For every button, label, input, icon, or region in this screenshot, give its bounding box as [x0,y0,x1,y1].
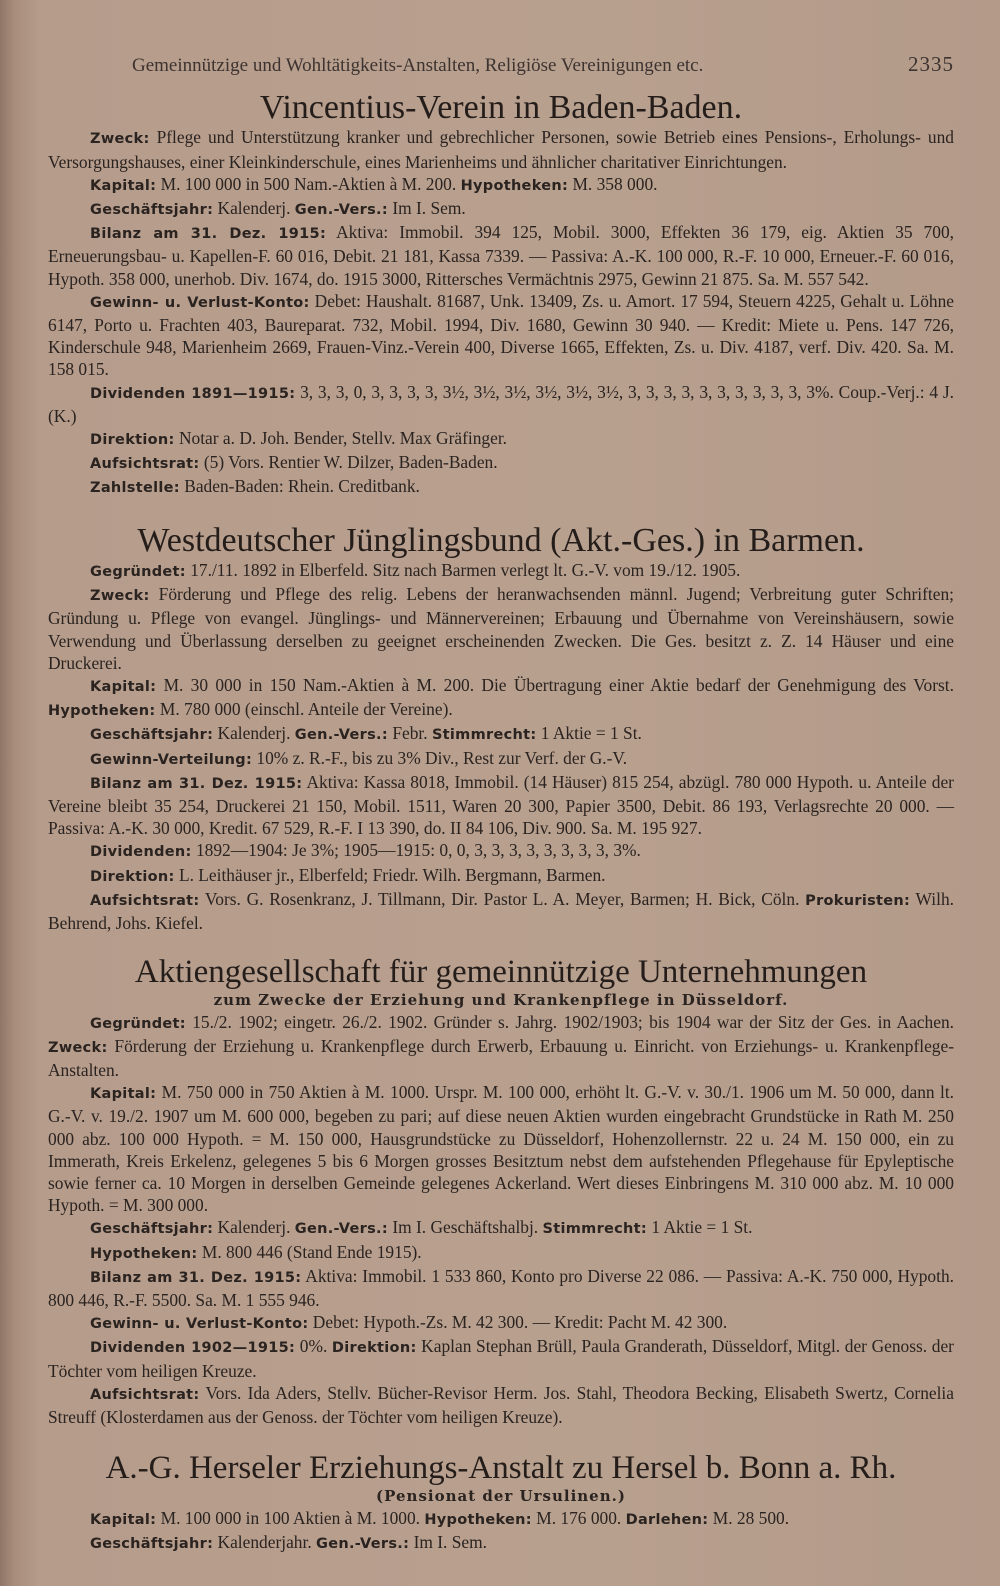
field-text: Debet: Hypoth.-Zs. M. 42 300. — Kredit: Pacht M. 42 300. [308,1312,728,1333]
field-text: M. 28 500. [708,1507,790,1528]
page-number: 2335 [908,52,954,76]
entry-paragraph [48,221,954,290]
entry-paragraph [48,1011,954,1082]
entry-paragraph [48,126,954,172]
field-label: Gegründet: [90,1015,186,1032]
entry-paragraph [48,674,954,722]
field-label: Kapital: [90,177,157,194]
entry-paragraph [48,1507,954,1531]
field-text: Vors. Ida Aders, Stellv. Bücher-Revisor Herm. Jos. Stahl, Theodora Becking, Elisabeth Swertz, Cornelia Streuff (Klosterdamen aus der Genoss. der Töchter vom heiligen Kreuze). [48,1382,954,1428]
field-label: Gen.-Vers.: [294,1221,388,1238]
field-label: Gewinn- u. Verlust-Konto: [90,294,310,311]
field-label: Zahlstelle: [90,480,180,497]
entry-ag-gemeinnuetzige-unternehmungen [48,954,954,1428]
entry-paragraph [48,290,954,381]
entry-paragraph [48,1335,954,1381]
field-text: Im I. Sem. [387,198,466,218]
field-text: M. 780 000 (einschl. Anteile der Vereine). [155,699,453,720]
field-text: Kalenderjahr. [213,1531,317,1552]
entry-title: Vincentius-Verein in Baden-Baden. [259,89,743,126]
entry-paragraph [48,1216,954,1240]
entry-body [48,1011,954,1429]
field-text: 10% z. R.-F., bis zu 3% Div., Rest zur Verf. der G.-V. [252,747,628,768]
field-text: 15./2. 1902; eingetr. 26./2. 1902. Gründer s. Jahrg. 1902/1903; bis 1904 war der Sitz der Ges. in Aachen. [185,1011,954,1032]
field-text: M. 750 000 in 750 Aktien à M. 1000. Urspr. M. 100 000, erhöht lt. G.-V. v. 30./1. 1906 um M. 50 000, dann lt. G.-V. v. 19./2. 1907 um M. 600 000, begeben zu pari; auf diese neuen Aktien wurden eingebracht Grundstücke in Rath M. 250 000 abz. 100 000 Hypoth. = M. 150 000, Hausgrundstücke zu Düsseldorf, Hohenzollernstr. 22 u. 24 M. 150 000, ein zu Immerath, Kreis Erkelenz, gelegenes 5 bis 6 Morgen grosses Besitztum nebst dem aufstehenden Pflegehause für Epyleptische sowie ferner ca. 10 Morgen in derselben Gemeinde gelegenes Ackerland. Wert dieses Einbringens M. 310 000 abz. M. 10 000 Hypoth. = M. 300 000. [48,1082,954,1216]
field-text: (5) Vors. Rentier W. Dilzer, Baden-Baden. [199,452,498,473]
field-label: Direktion: [90,868,175,885]
field-label: Stimmrecht: [431,727,537,744]
field-text: Aktiva: Immobil. 394 125, Mobil. 3000, Effekten 36 179, eig. Aktien 35 700, Erneuerungsbau- u. Kapellen-F. 60 016, Debit. 21 181, Kassa 7339. — Passiva: A.-K. 100 000, R.-F. 10 000, Erneuer.-F. 60 016, Hypoth. 358 000, unerhob. Div. 1674, do. 1915 3000, Rittersches Vermächtnis 2975, Gewinn 21 875. Sa. M. 557 542. [48,222,954,289]
field-label: Gegründet: [90,564,186,581]
field-label: Gewinn-Verteilung: [90,751,253,768]
entry-title: A.-G. Herseler Erziehungs-Anstalt zu Hersel b. Bonn a. Rh. [105,1450,897,1487]
entry-paragraph [48,1265,954,1311]
field-label: Zweck: [48,1039,108,1056]
field-label: Zweck: [90,131,150,148]
field-text: 1 Aktie = 1 St. [647,1217,753,1238]
field-text: M. 358 000. [568,173,658,194]
field-text: 0%. [295,1336,332,1357]
field-label: Hypotheken: [460,177,569,194]
field-label: Prokuristen: [805,892,911,909]
entry-paragraph [48,1382,954,1428]
field-text: 1892—1904: Je 3%; 1905—1915: 0, 0, 3, 3, 3, 3, 3, 3, 3, 3, 3%. [191,840,641,861]
field-label: Gen.-Vers.: [294,727,388,744]
field-text: Förderung und Pflege des relig. Lebens der heranwachsenden männl. Jugend; Verbreitung guter Schriften; Gründung u. Pflege von evangel. Jünglings- und Männervereinen; Erbauung und Übernahme von Vereinshäusern, sowie Verwendung und Überlassung derselben zu geeignet erscheinenden Zwecken. Die Ges. besitzt z. Z. 14 Häuser und eine Druckerei. [48,584,954,673]
field-text: Aktiva: Kassa 8018, Immobil. (14 Häuser) 815 254, abzügl. 780 000 Hypoth. u. Anteile der Vereine bleibt 35 254, Druckerei 21 150, Mobil. 1511, Waren 20 300, Papier 3500, Debit. 86 193, Verlagsrechte 20 000. — Passiva: A.-K. 30 000, Kredit. 67 529, R.-F. I 13 390, do. II 84 106, Div. 900. Sa. M. 195 927. [48,771,954,839]
entry-paragraph [48,583,954,674]
field-label: Gewinn- u. Verlust-Konto: [90,1316,309,1333]
field-text: Kalenderj. [213,198,295,218]
entry-paragraph [48,197,954,221]
field-label: Dividenden 1902—1915: [90,1340,296,1357]
field-label: Bilanz am 31. Dez. 1915: [90,226,327,243]
field-label: Aufsichtsrat: [90,892,200,909]
field-label: Stimmrecht: [542,1221,648,1238]
running-title: Gemeinnützige und Wohltätigkeits-Anstalten, Religiöse Vereinigungen etc. [132,55,704,76]
entry-paragraph [48,475,954,499]
entry-subtitle: (Pensionat der Ursulinen.) [376,1486,626,1505]
field-text: M. 176 000. [531,1507,626,1528]
field-label: Darlehen: [625,1511,709,1528]
entry-title: Aktiengesellschaft für gemeinnützige Unternehmungen [134,954,868,991]
entry-paragraph [48,839,954,863]
entry-paragraph [48,747,954,771]
entry-paragraph [48,888,954,934]
entry-herseler-erziehungs-anstalt [48,1450,954,1555]
field-text: Im I. Sem. [409,1531,487,1552]
field-label: Kapital: [90,679,157,696]
field-text: Debet: Haushalt. 81687, Unk. 13409, Zs. u. Amort. 17 594, Steuern 4225, Gehalt u. Löhne 6147, Porto u. Frachten 403, Baureparat. 732, Mobil. 1994, Div. 1680, Gewinn 30 940. — Kredit: Miete u. Pens. 147 726, Kinderschule 948, Marienheim 2669, Frauen-Vinz.-Verein 400, Diverse 1665, Effekten, Zs. u. Div. 4187, verf. Div. 420. Sa. M. 158 015. [48,290,954,380]
field-text: Pflege und Unterstützung kranker und gebrechlicher Personen, sowie Betrieb eines Pensions-, Erholungs- und Versorgungshauses, einer Kleinkinderschule, eines Marienheims und ähnlicher charitativer Einrichtungen. [48,127,954,172]
field-text: Aktiva: Immobil. 1 533 860, Konto pro Diverse 22 086. — Passiva: A.-K. 750 000, Hypoth. 800 446, R.-F. 5500. Sa. M. 1 555 946. [48,1265,954,1311]
field-label: Gen.-Vers.: [294,202,388,218]
entry-paragraph [48,381,954,427]
field-label: Kapital: [90,1086,157,1103]
field-label: Bilanz am 31. Dez. 1915: [90,775,303,792]
field-label: Gen.-Vers.: [316,1535,410,1552]
field-text: Notar a. D. Joh. Bender, Stellv. Max Gräfinger. [174,428,508,449]
entry-paragraph [48,1081,954,1216]
field-text: Febr. [387,723,432,744]
entry-body [48,126,954,499]
field-text: 1 Aktie = 1 St. [536,723,642,744]
entry-body [48,559,954,934]
entry-paragraph [48,1241,954,1265]
field-text: 3, 3, 3, 0, 3, 3, 3, 3, 3½, 3½, 3½, 3½, 3½, 3½, 3, 3, 3, 3, 3, 3, 3, 3, 3, 3, 3%. Coup.-Verj.: 4 J. (K.) [48,381,954,426]
field-text: Vors. G. Rosenkranz, J. Tillmann, Dir. Pastor L. A. Meyer, Barmen; H. Bick, Cöln. [199,888,806,909]
running-header [48,52,954,77]
field-label: Geschäftsjahr: [90,1221,214,1238]
field-text: M. 100 000 in 100 Aktien à M. 1000. [156,1507,425,1528]
field-label: Geschäftsjahr: [90,1535,214,1552]
field-label: Aufsichtsrat: [90,1386,200,1403]
field-label: Direktion: [90,432,175,449]
entry-paragraph [48,864,954,888]
entry-paragraph [48,427,954,451]
field-text: M. 100 000 in 500 Nam.-Aktien à M. 200. [156,173,461,194]
field-text: Kalenderj. [213,723,295,744]
entry-vincentius-verein [48,89,954,500]
entry-paragraph [48,173,954,197]
field-label: Dividenden: [90,844,192,861]
field-label: Hypotheken: [424,1511,532,1528]
field-text: L. Leithäuser jr., Elberfeld; Friedr. Wilh. Bergmann, Barmen. [174,864,606,885]
field-label: Geschäftsjahr: [90,202,214,218]
field-text: M. 30 000 in 150 Nam.-Aktien à M. 200. Die Übertragung einer Aktie bedarf der Genehmigung des Vorst. [156,675,954,696]
entry-westdeutscher-juenglingsbund [48,522,954,935]
entry-paragraph [48,1311,954,1335]
field-label: Hypotheken: [90,1245,198,1262]
field-label: Aufsichtsrat: [90,456,200,473]
field-text: Im I. Geschäftshalbj. [387,1217,543,1238]
field-text: 17./11. 1892 in Elberfeld. Sitz nach Barmen verlegt lt. G.-V. vom 19./12. 1905. [185,560,741,581]
field-text: M. 800 446 (Stand Ende 1915). [197,1241,422,1262]
field-text: Förderung der Erziehung u. Krankenpflege durch Erwerb, Erbauung u. Einricht. von Erziehungs- u. Krankenpflege-Anstalten. [48,1035,954,1080]
field-label: Dividenden 1891—1915: [90,385,296,402]
entry-paragraph [48,559,954,583]
field-text: Kaplan Stephan Brüll, Paula Granderath, Düsseldorf, Mitgl. der Genoss. der Töchter vom heiligen Kreuze. [48,1336,954,1381]
field-label: Geschäftsjahr: [90,727,214,744]
entry-paragraph [48,451,954,475]
field-label: Bilanz am 31. Dez. 1915: [90,1269,302,1286]
field-text: Kalenderj. [213,1217,295,1238]
field-label: Direktion: [331,1340,417,1357]
field-text: Wilh. Behrend, Johs. Kiefel. [48,888,954,934]
entry-paragraph [48,722,954,746]
field-label: Hypotheken: [48,703,156,720]
entry-paragraph [48,771,954,840]
entry-subtitle: zum Zwecke der Erziehung und Krankenpflege in Düsseldorf. [213,990,789,1009]
entry-paragraph [48,1531,954,1555]
field-label: Kapital: [90,1511,157,1528]
entry-body [48,1507,954,1555]
entry-title: Westdeutscher Jünglingsbund (Akt.-Ges.) in Barmen. [137,521,865,559]
field-label: Zweck: [90,588,150,605]
field-text: Baden-Baden: Rhein. Creditbank. [179,476,420,497]
